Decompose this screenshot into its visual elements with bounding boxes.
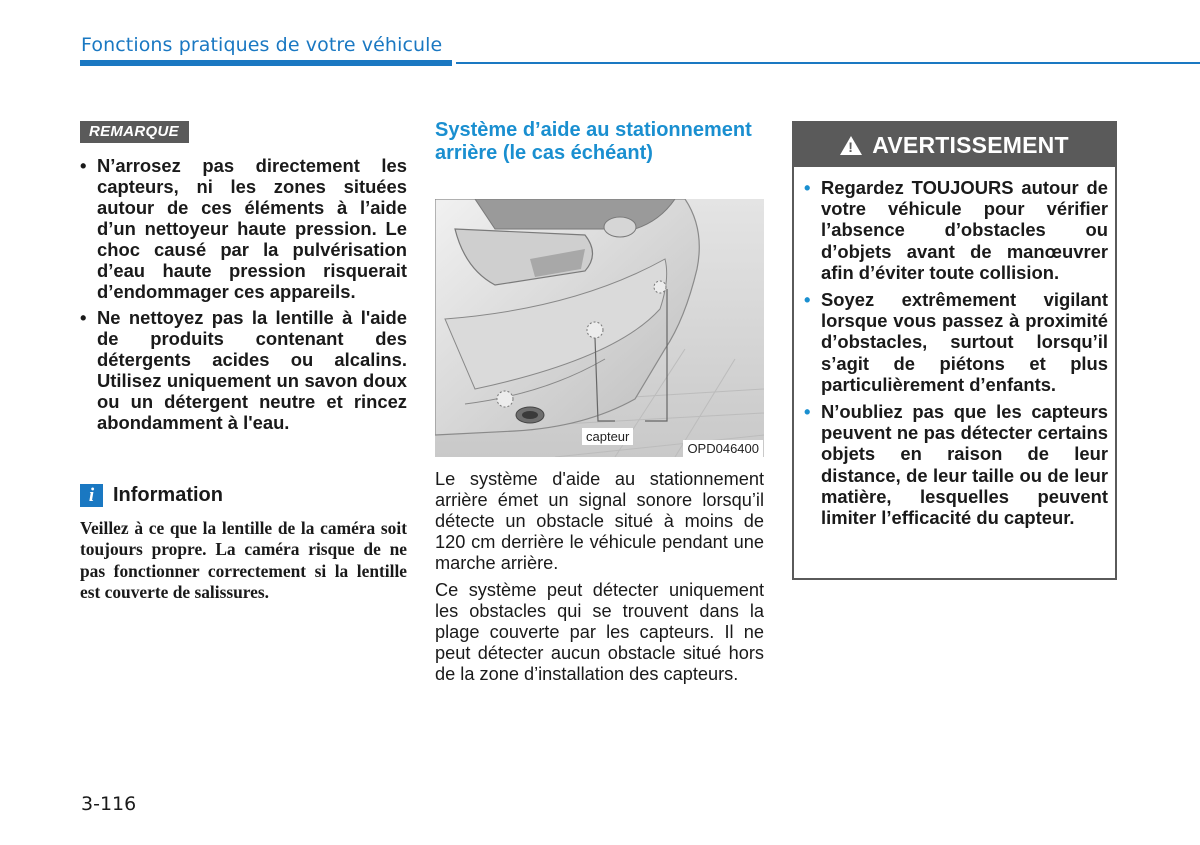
information-text: Veillez à ce que la lentille de la caméra soit toujours propre. La caméra risque de ne pas fonctionner correctement si la lentille est couverte de salissures. bbox=[80, 518, 407, 602]
warning-box bbox=[792, 121, 1117, 580]
remarque-item: • Ne nettoyez pas la lentille à l'aide de produits contenant des détergents acides ou alcalins. Utilisez uniquement un savon doux ou un détergent neutre et rincez abondamment à l'eau. bbox=[80, 307, 407, 433]
warning-triangle-icon: ! bbox=[840, 136, 862, 155]
section-title: Système d’aide au stationnement arrière (le cas échéant) bbox=[435, 119, 752, 164]
body-paragraph: Le système d'aide au stationnement arrière émet un signal sonore lorsqu’il détecte un obstacle situé à moins de 120 cm derrière le véhicule pendant une marche arrière. bbox=[435, 469, 764, 573]
information-title: Information bbox=[113, 484, 223, 506]
warning-item: • Regardez TOUJOURS autour de votre véhicule pour vérifier l’absence d’obstacles ou d’objets avant de manœuvrer afin d’éviter toute collision. bbox=[804, 177, 1108, 283]
information-heading bbox=[80, 484, 223, 507]
figure-code: OPD046400 bbox=[683, 440, 763, 457]
remarque-section bbox=[80, 121, 407, 438]
car-rear-drawing bbox=[435, 199, 764, 457]
remarque-list bbox=[80, 155, 407, 433]
remarque-item: • N’arrosez pas directement les capteurs, ni les zones situées autour de ces éléments à l’aide d’un nettoyeur haute pression. Le choc causé par la pulvérisation d’eau haute pression risquerait d’endommager ces appareils. bbox=[80, 155, 407, 302]
running-header: Fonctions pratiques de votre véhicule bbox=[81, 34, 443, 56]
header-rule bbox=[80, 60, 452, 66]
body-paragraph: Ce système peut détecter uniquement les obstacles qui se trouvent dans la plage couverte par les capteurs. Il ne peut détecter aucun obstacle situé hors de la zone d’installation des capteurs. bbox=[435, 580, 764, 684]
warning-list bbox=[794, 177, 1115, 528]
page-number: 3-116 bbox=[81, 793, 137, 815]
remarque-badge: REMARQUE bbox=[80, 121, 189, 143]
warning-item: • N’oubliez pas que les capteurs peuvent ne pas détecter certains objets en raison de leur distance, de leur taille ou de leur matière, lesquelles peuvent limiter l’efficacité du capteur. bbox=[804, 401, 1108, 528]
header-rule-thin bbox=[456, 62, 1200, 64]
sensor-label: capteur bbox=[582, 428, 633, 445]
warning-title: AVERTISSEMENT bbox=[872, 131, 1069, 158]
warning-header bbox=[794, 123, 1115, 167]
rear-bumper-sensor-illustration bbox=[435, 199, 764, 457]
info-icon: i bbox=[80, 484, 103, 507]
warning-item: • Soyez extrêmement vigilant lorsque vous passez à proximité d’obstacles, surtout lorsqu’il s’agit de piétons et plus particulièrement d’enfants. bbox=[804, 289, 1108, 395]
